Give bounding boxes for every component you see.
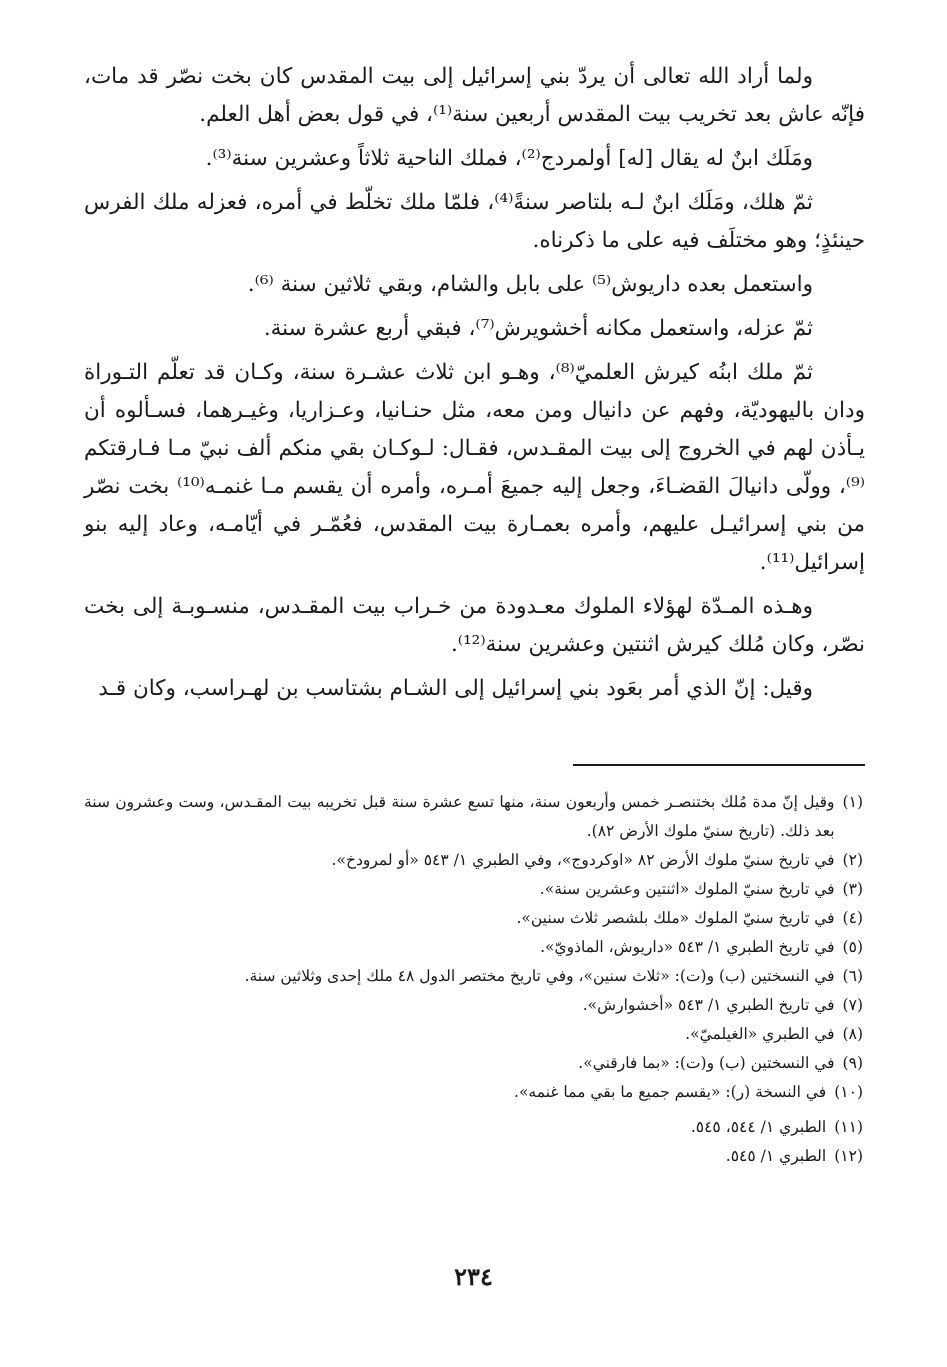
paragraph-2: ومَلَك ابنٌ له يقال [له] أولمردج⁽²⁾، فملك الناحية ثلاثاً وعشرين سنة⁽³⁾.	[205, 146, 813, 171]
footnote-number: (٢)	[842, 851, 863, 869]
footnote-number: (١٠)	[834, 1083, 863, 1101]
footnote-text: وقيل إنّ مدة مُلك بختنصـر خمس وأربعون سنة، منها تسع عشرة سنة قبل تخريبه بيت المقـدس، وست وعشرون سنة بعد ذلك. (تاريخ سنيّ ملوك الأرض ٨٢).	[84, 793, 835, 840]
footnote	[84, 788, 865, 846]
footnote-text: في تاريخ الطبري ١/ ٥٤٣ «داريوش، الماذويّ».	[540, 938, 835, 956]
paragraph-4: واستعمل بعده داريوش⁽⁵⁾ على بابل والشام، وبقي ثلاثين سنة ⁽⁶⁾.	[247, 272, 813, 297]
footnote-number: (٥)	[842, 938, 863, 956]
main-text	[84, 58, 865, 708]
footnote	[84, 904, 865, 933]
footnote-text: في النسختين (ب) و(ت): «بما فارقني».	[578, 1054, 835, 1072]
footnote	[84, 933, 865, 962]
footnote-text: الطبري ١/ ٥٤٤، ٥٤٥.	[690, 1118, 827, 1136]
footnote	[84, 1142, 865, 1171]
footnote-number: (٨)	[842, 1025, 863, 1043]
footnote	[84, 875, 865, 904]
paragraph-1: ولما أراد الله تعالى أن يردّ بني إسرائيل إلى بيت المقدس كان بخت نصّر قد مات، فإنّه عاش بعد تخريب بيت المقدس أربعين سنة⁽¹⁾، في قول بعض أهل العلم.	[84, 64, 865, 127]
paragraph-5: ثمّ عزله، واستعمل مكانه أخشويرش⁽⁷⁾، فبقي أربع عشرة سنة.	[263, 316, 813, 341]
footnote	[84, 1049, 865, 1078]
footnote-text: الطبري ١/ ٥٤٥.	[725, 1147, 827, 1165]
footnote-number: (٩)	[842, 1054, 863, 1072]
footnote-text: في تاريخ سنيّ ملوك الأرض ٨٢ «اوكردوج»، وفي الطبري ١/ ٥٤٣ «أو لمرودخ».	[331, 851, 835, 869]
footnote-number: (١)	[842, 793, 863, 811]
footnote-text: في الطبري «الغيلميّ».	[685, 1025, 835, 1043]
footnote-text: في النسخة (ر): «يقسم جميع ما بقي مما غنمه».	[514, 1083, 827, 1101]
footnote-number: (١٢)	[834, 1147, 863, 1165]
paragraph-7: وهـذه المـدّة لهؤلاء الملوك معـدودة من خـراب بيت المقـدس، منسـوبـة إلى بخت نصّر، وكان مُلك كيرش اثنتين وعشرين سنة⁽¹²⁾.	[84, 594, 865, 657]
footnote	[84, 991, 865, 1020]
footnote-text: في تاريخ سنيّ الملوك «ملك بلشصر ثلاث سنين».	[516, 909, 835, 927]
footnote-number: (٦)	[842, 967, 863, 985]
footnote-text: في تاريخ سنيّ الملوك «اثنتين وعشرين سنة».	[539, 880, 835, 898]
footnote-number: (٣)	[842, 880, 863, 898]
page-number: ٢٣٤	[454, 1262, 493, 1291]
footnote-text: في تاريخ الطبري ١/ ٥٤٣ «أخشوارش».	[582, 996, 835, 1014]
footnote	[84, 962, 865, 991]
footnotes-list	[84, 788, 865, 1171]
footnote-number: (١١)	[834, 1118, 863, 1136]
footnote-number: (٧)	[842, 996, 863, 1014]
footnote-number: (٤)	[842, 909, 863, 927]
footnote-divider	[573, 764, 865, 766]
paragraph-6: ثمّ ملك ابنُه كيرش العلميّ⁽⁸⁾، وهـو ابن ثلاث عشـرة سنة، وكـان قد تعلّم التـوراة ودان باليهوديّة، وفهم عن دانيال ومن معه، مثل حنـانيا، وعـزاريا، وغيـرهما، فسـألوه أن يـأذن لهم في الخروج إلى بيت المقـدس، فقـال: لـوكـان بقي منكم ألف نبيّ مـا فـارقتكم ⁽⁹⁾، وولّى دانيالَ القضـاءَ، وجعل إليه جميعَ أمـره، وأمره أن يقسم مـا غنمـه⁽¹⁰⁾ بخت نصّر من بني إسرائيـل عليهم، وأمره بعمـارة بيت المقدس، فعُمّـر في أيّامـه، وعاد إليه بنو إسرائيل⁽¹¹⁾.	[84, 360, 865, 575]
footnote	[84, 1113, 865, 1142]
footnote	[84, 1020, 865, 1049]
footnote-text: في النسختين (ب) و(ت): «ثلاث سنين»، وفي تاريخ مختصر الدول ٤٨ ملك إحدى وثلاثين سنة.	[244, 967, 835, 985]
paragraph-3: ثمّ هلك، ومَلَك ابنٌ لـه بلتاصر سنةً⁽⁴⁾، فلمّا ملك تخلّط في أمره، فعزله ملك الفرس حينئذٍ؛ وهو مختلَف فيه على ما ذكرناه.	[84, 190, 865, 253]
paragraph-8: وقيل: إنّ الذي أمر بعَود بني إسرائيل إلى الشـام بشتاسب بن لهـراسب، وكان قـد	[98, 676, 813, 701]
footnote	[84, 846, 865, 875]
footnote	[84, 1078, 865, 1107]
